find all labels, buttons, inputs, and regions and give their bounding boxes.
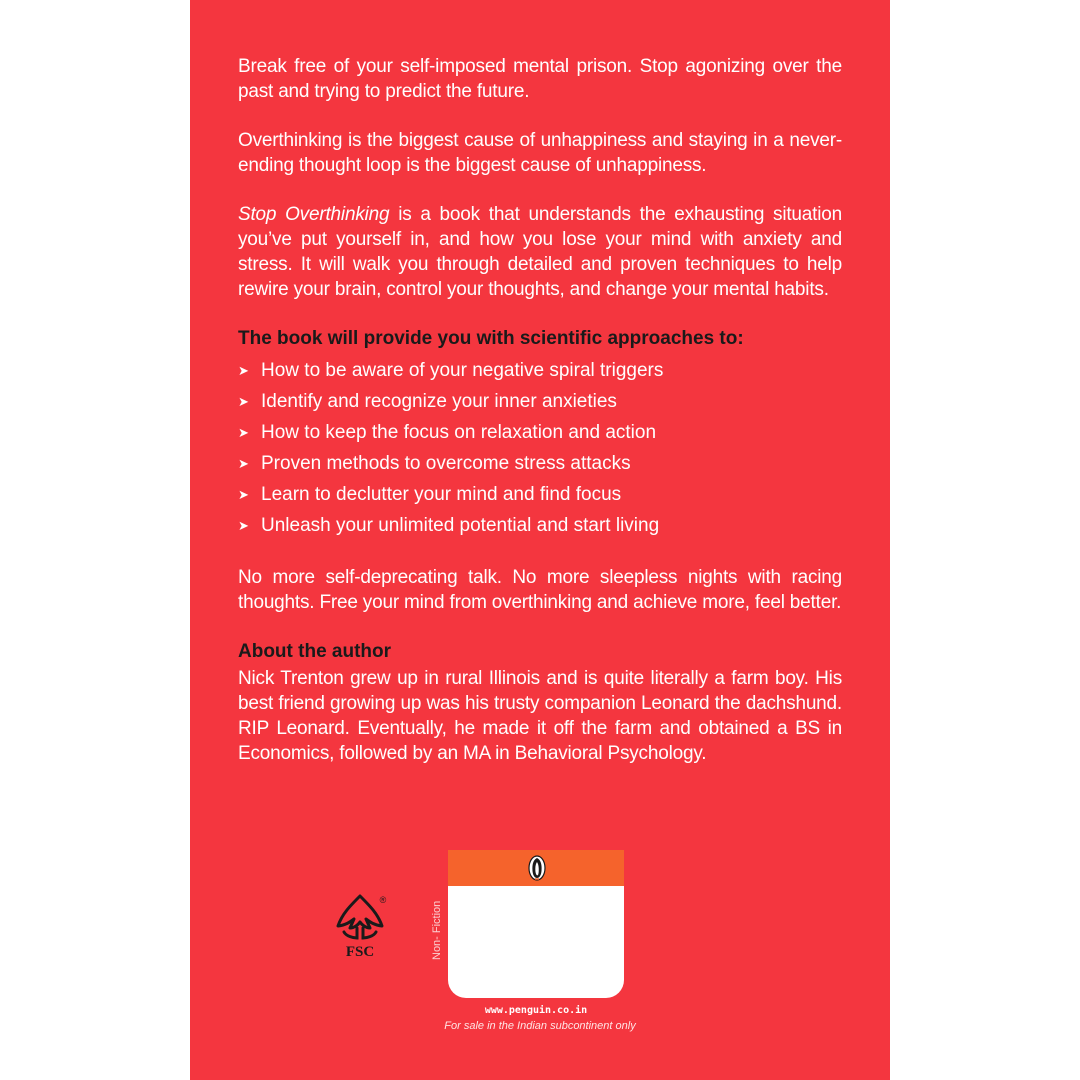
bullet-arrow-icon: ➤ — [238, 456, 249, 471]
blurb-paragraph-3 — [238, 202, 842, 302]
blurb-paragraph-1: Break free of your self-imposed mental prison. Stop agonizing over the past and trying to predict the future. — [238, 56, 842, 102]
bullet-arrow-icon: ➤ — [238, 363, 249, 378]
category-label: Non- Fiction — [431, 900, 443, 960]
fsc-registered-mark: ® — [379, 895, 387, 905]
about-author-heading: About the author — [238, 641, 392, 662]
book-intro-text: is a book that understands the exhausting situation you’ve put yourself in, and how you lose your mind with anxiety and stress. It will walk you through detailed and proven techniques to help rewire your brain, control your thoughts, and change your mental habits. — [238, 204, 842, 300]
publisher-url: www.penguin.co.in — [484, 1005, 588, 1016]
bullet-arrow-icon: ➤ — [238, 518, 249, 533]
penguin-logo-icon — [528, 855, 546, 881]
list-item: ➤ How to keep the focus on relaxation and action — [238, 417, 842, 448]
fsc-tree-logo-icon — [332, 892, 388, 960]
bullet-arrow-icon: ➤ — [238, 394, 249, 409]
publisher-band — [448, 850, 624, 886]
closing-paragraph: No more self-deprecating talk. No more sleepless nights with racing thoughts. Free your mind from overthinking and achieve more, feel better. — [238, 567, 842, 613]
blurb-paragraph-2: Overthinking is the biggest cause of unhappiness and staying in a never-ending thought loop is the biggest cause of unhappiness. — [238, 130, 842, 176]
list-item: ➤ Proven methods to overcome stress attacks — [238, 448, 842, 479]
bullet-arrow-icon: ➤ — [238, 487, 249, 502]
approaches-list — [238, 355, 842, 541]
bullet-arrow-icon: ➤ — [238, 425, 249, 440]
list-item: ➤ Unleash your unlimited potential and start living — [238, 510, 842, 541]
book-title: Stop Overthinking — [238, 204, 390, 225]
approaches-heading: The book will provide you with scientific approaches to: — [238, 328, 744, 349]
barcode-label-panel — [448, 850, 624, 998]
back-cover — [190, 0, 890, 1080]
list-item: ➤ How to be aware of your negative spiral triggers — [238, 355, 842, 386]
list-item: ➤ Identify and recognize your inner anxieties — [238, 386, 842, 417]
sale-note: For sale in the Indian subcontinent only — [444, 1020, 636, 1032]
list-item: ➤ Learn to declutter your mind and find focus — [238, 479, 842, 510]
about-author-text: Nick Trenton grew up in rural Illinois and is quite literally a farm boy. His best friend growing up was his trusty companion Leonard the dachshund. RIP Leonard. Eventually, he made it off the farm and obtained a BS in Economics, followed by an MA in Behavioral Psychology. — [238, 668, 842, 764]
cover-text-block — [238, 54, 842, 790]
fsc-label: FSC — [345, 944, 375, 960]
